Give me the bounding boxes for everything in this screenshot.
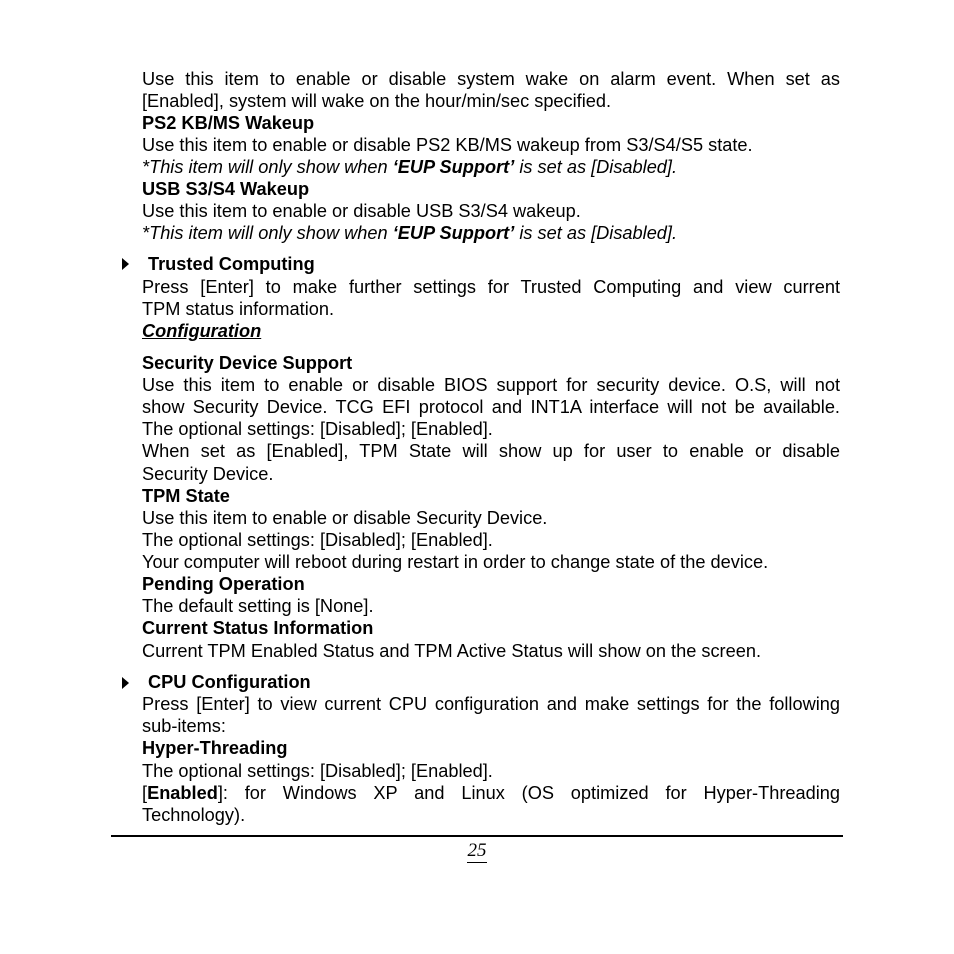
hyper-threading-text-end: Technology).	[142, 805, 246, 825]
note-text: is set as [Disabled].	[514, 157, 678, 177]
configuration-subheading: Configuration	[142, 321, 262, 341]
usb-wakeup-text: Use this item to enable or disable USB S3/S4 wakeup.	[142, 201, 581, 221]
security-device-support-text-2: show Security Device. TCG EFI protocol and INT1A interface will not be available.	[142, 397, 840, 417]
ps2-wakeup-text: Use this item to enable or disable PS2 KB/MS wakeup from S3/S4/S5 state.	[142, 135, 753, 155]
tpm-state-text: Use this item to enable or disable Security Device.	[142, 508, 548, 528]
note-text: *This item will only show when	[142, 223, 393, 243]
ps2-wakeup-heading: PS2 KB/MS Wakeup	[142, 113, 315, 133]
security-device-support-options: The optional settings: [Disabled]; [Enabled].	[142, 419, 493, 439]
cpu-configuration-text-2: sub-items:	[142, 716, 226, 736]
usb-wakeup-note	[142, 222, 840, 244]
note-emphasis: ‘EUP Support’	[392, 157, 515, 177]
footer-divider	[111, 835, 843, 837]
enabled-emphasis: Enabled	[147, 783, 218, 803]
security-device-support-text-3: When set as [Enabled], TPM State will show up for user to enable or disable	[142, 441, 840, 461]
note-text: *This item will only show when	[142, 157, 393, 177]
triangle-bullet-icon	[122, 677, 129, 689]
pending-operation-text: The default setting is [None].	[142, 596, 374, 616]
current-status-text: Current TPM Enabled Status and TPM Active Status will show on the screen.	[142, 641, 762, 661]
usb-wakeup-heading: USB S3/S4 Wakeup	[142, 179, 310, 199]
enabled-description: ]: for Windows XP and Linux (OS optimized for Hyper-Threading	[217, 783, 840, 803]
trusted-computing-text-1: Press [Enter] to make further settings for Trusted Computing and view current	[142, 277, 840, 297]
alarm-wake-text-1: Use this item to enable or disable system wake on alarm event. When set as	[142, 69, 840, 89]
security-device-support-text-4: Security Device.	[142, 464, 274, 484]
hyper-threading-options: The optional settings: [Disabled]; [Enabled].	[142, 761, 493, 781]
current-status-heading: Current Status Information	[142, 618, 374, 638]
hyper-threading-heading: Hyper-Threading	[142, 738, 288, 758]
pending-operation-heading: Pending Operation	[142, 574, 305, 594]
bracket-text: [	[142, 783, 148, 803]
note-emphasis: ‘EUP Support’	[392, 223, 515, 243]
triangle-bullet-icon	[122, 258, 129, 270]
tpm-state-options: The optional settings: [Disabled]; [Enabled].	[142, 530, 493, 550]
tpm-state-reboot-text: Your computer will reboot during restart in order to change state of the device.	[142, 552, 769, 572]
security-device-support-text-1: Use this item to enable or disable BIOS support for security device. O.S, will not	[142, 375, 840, 395]
tpm-state-heading: TPM State	[142, 486, 230, 506]
alarm-wake-text-2: [Enabled], system will wake on the hour/min/sec specified.	[142, 91, 612, 111]
ps2-wakeup-note	[142, 156, 840, 178]
trusted-computing-heading: Trusted Computing	[148, 254, 315, 274]
cpu-configuration-text-1: Press [Enter] to view current CPU configuration and make settings for the following	[142, 694, 840, 714]
hyper-threading-enabled-text	[142, 782, 840, 804]
note-text: is set as [Disabled].	[514, 223, 678, 243]
security-device-support-heading: Security Device Support	[142, 353, 353, 373]
page-number-underline	[467, 862, 487, 863]
trusted-computing-text-2: TPM status information.	[142, 299, 335, 319]
cpu-configuration-heading: CPU Configuration	[148, 672, 311, 692]
page-number: 25	[467, 840, 487, 861]
